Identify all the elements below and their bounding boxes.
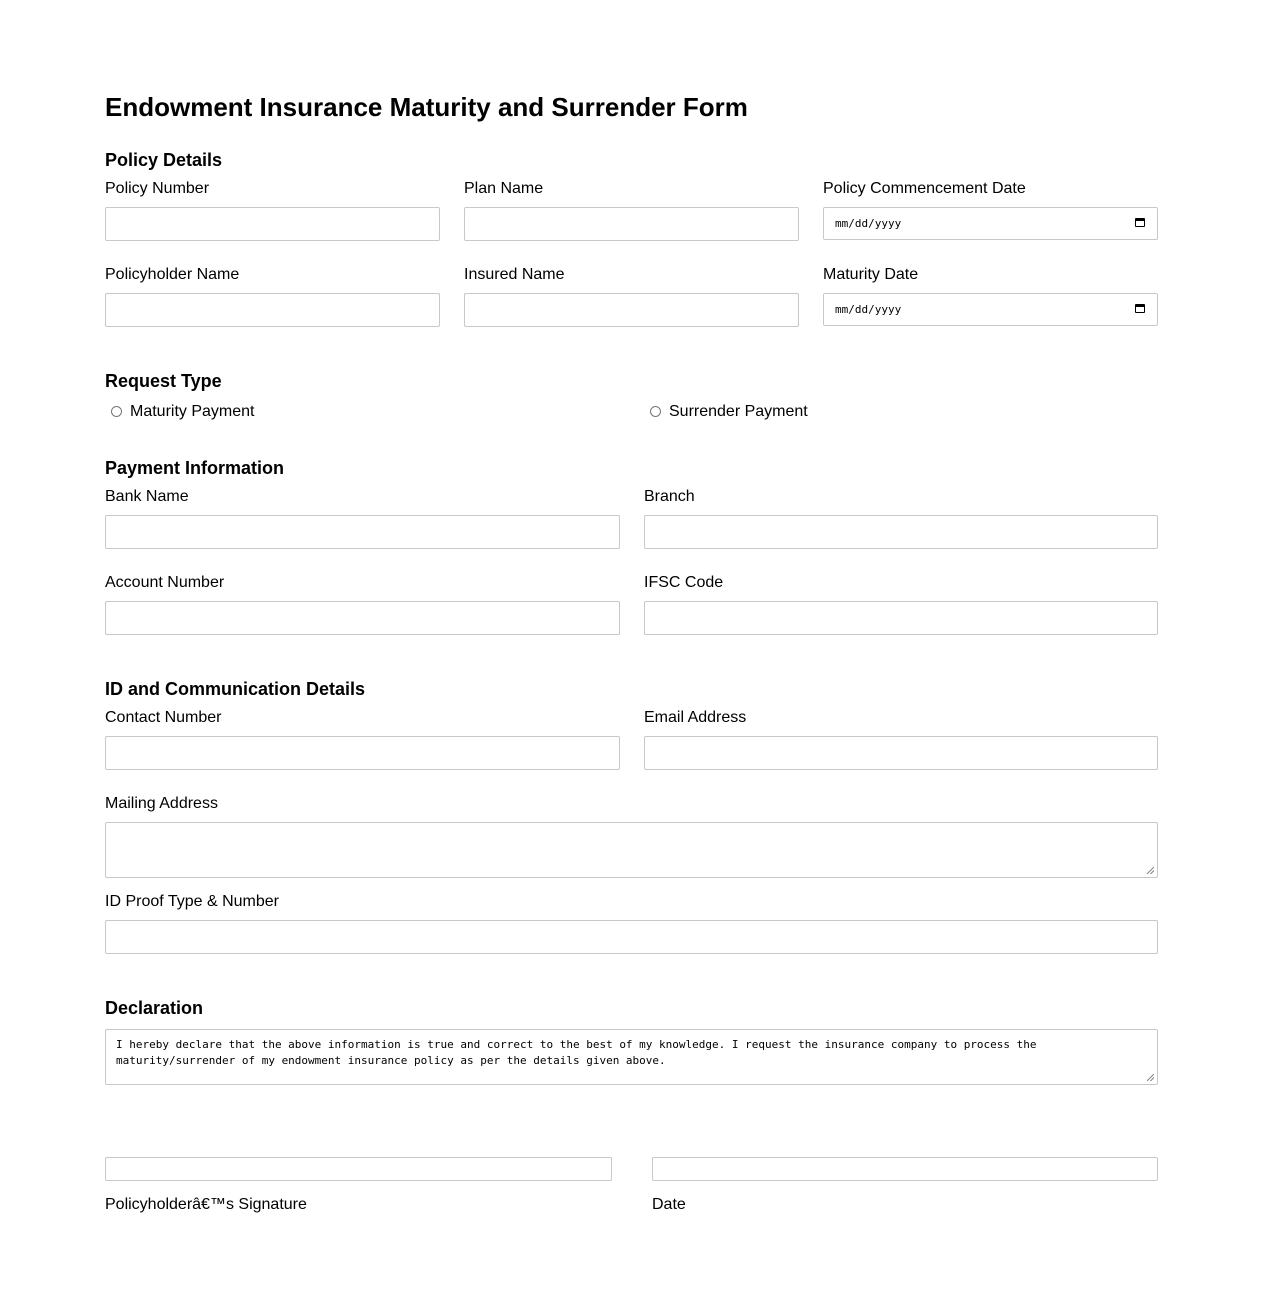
contact-number-input[interactable] (105, 736, 620, 770)
section-heading-id-communication: ID and Communication Details (105, 679, 366, 699)
resize-handle-icon[interactable] (1147, 867, 1154, 874)
insured-name-input[interactable] (464, 293, 799, 327)
policyholder-name-label: Policyholder Name (105, 266, 240, 283)
surrender-payment-radio[interactable] (650, 406, 661, 417)
maturity-payment-label[interactable]: Maturity Payment (130, 403, 255, 420)
commencement-date-label: Policy Commencement Date (823, 180, 1026, 197)
maturity-date-input[interactable] (823, 293, 1158, 326)
signature-input[interactable] (105, 1157, 612, 1181)
maturity-payment-radio[interactable] (111, 406, 122, 417)
policy-number-label: Policy Number (105, 180, 210, 197)
calendar-icon[interactable] (1135, 218, 1145, 227)
declaration-textarea[interactable] (105, 1029, 1158, 1085)
maturity-date-label: Maturity Date (823, 266, 919, 283)
signature-label: Policyholderâ€™s Signature (105, 1196, 307, 1213)
date-placeholder: mm/dd/yyyy (835, 217, 902, 230)
mailing-address-label: Mailing Address (105, 795, 218, 812)
insured-name-label: Insured Name (464, 266, 565, 283)
email-address-input[interactable] (644, 736, 1158, 770)
policyholder-name-input[interactable] (105, 293, 440, 327)
signature-date-input[interactable] (652, 1157, 1158, 1181)
signature-date-label: Date (652, 1196, 686, 1213)
ifsc-code-label: IFSC Code (644, 574, 724, 591)
account-number-input[interactable] (105, 601, 620, 635)
page-title: Endowment Insurance Maturity and Surrender Form (105, 92, 748, 122)
email-address-label: Email Address (644, 709, 747, 726)
id-proof-input[interactable] (105, 920, 1158, 954)
policy-number-input[interactable] (105, 207, 440, 241)
commencement-date-input[interactable] (823, 207, 1158, 240)
contact-number-label: Contact Number (105, 709, 222, 726)
ifsc-code-input[interactable] (644, 601, 1158, 635)
section-heading-request-type: Request Type (105, 371, 222, 391)
id-proof-label: ID Proof Type & Number (105, 893, 279, 910)
bank-name-input[interactable] (105, 515, 620, 549)
section-heading-declaration: Declaration (105, 998, 204, 1018)
date-placeholder: mm/dd/yyyy (835, 303, 902, 316)
branch-input[interactable] (644, 515, 1158, 549)
resize-handle-icon[interactable] (1147, 1074, 1154, 1081)
mailing-address-textarea[interactable] (105, 822, 1158, 878)
calendar-icon[interactable] (1135, 304, 1145, 313)
declaration-text: I hereby declare that the above information is true and correct to the best of my knowledge. I request the insurance company to process the maturity/surrender of my endowment insurance policy as per the details given above. (116, 1038, 1037, 1067)
branch-label: Branch (644, 488, 695, 505)
plan-name-label: Plan Name (464, 180, 544, 197)
bank-name-label: Bank Name (105, 488, 189, 505)
section-heading-payment-information: Payment Information (105, 458, 285, 478)
section-heading-policy-details: Policy Details (105, 150, 223, 170)
surrender-payment-label[interactable]: Surrender Payment (669, 403, 808, 420)
plan-name-input[interactable] (464, 207, 799, 241)
account-number-label: Account Number (105, 574, 225, 591)
